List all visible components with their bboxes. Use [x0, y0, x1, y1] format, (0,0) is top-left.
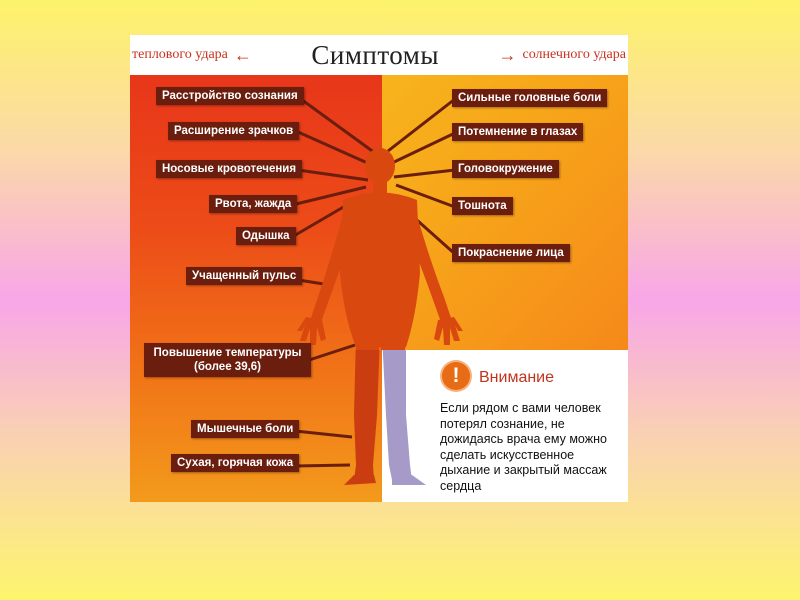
- symptom-label-sun: Головокружение: [452, 160, 559, 178]
- connector-line: [298, 132, 372, 165]
- symptom-label-sun: Покраснение лица: [452, 244, 570, 262]
- symptom-label-heat: Одышка: [236, 227, 296, 245]
- connector-line: [295, 465, 350, 466]
- warning-title: Внимание: [479, 369, 555, 386]
- infographic-title: Симптомы: [311, 39, 440, 70]
- symptom-label-heat: Повышение температуры (более 39,6): [144, 343, 311, 377]
- warning-text: Если рядом с вами человек потерял сознание, не дожидаясь врача ему можно сделать искусственное дыхание и закрытый массаж сердца: [440, 401, 607, 493]
- symptom-label-heat: Носовые кровотечения: [156, 160, 302, 178]
- symptom-label-heat: Расширение зрачков: [168, 122, 299, 140]
- connector-line: [298, 97, 375, 153]
- connector-line: [392, 133, 455, 163]
- symptom-label-sun: Сильные головные боли: [452, 89, 607, 107]
- symptom-label-sun: Тошнота: [452, 197, 513, 215]
- exclamation-icon: !: [442, 362, 470, 390]
- arrow-right-icon: →: [498, 44, 517, 65]
- sun-stroke-caption: солнечного удара: [522, 47, 626, 62]
- symptom-label-heat: Мышечные боли: [191, 420, 299, 438]
- symptom-label-heat: Учащенный пульс: [186, 267, 302, 285]
- symptoms-infographic: [130, 35, 628, 502]
- heat-stroke-caption: теплового удара: [132, 47, 228, 62]
- connector-line: [295, 431, 352, 437]
- symptom-label-heat: Расстройство сознания: [156, 87, 304, 105]
- symptom-label-sun: Потемнение в глазах: [452, 123, 583, 141]
- arrow-left-icon: ←: [233, 44, 252, 65]
- connector-line: [388, 99, 455, 151]
- connector-line: [394, 170, 455, 177]
- symptom-label-heat: Сухая, горячая кожа: [171, 454, 299, 472]
- symptom-label-heat: Рвота, жажда: [209, 195, 297, 213]
- connector-line: [298, 170, 368, 180]
